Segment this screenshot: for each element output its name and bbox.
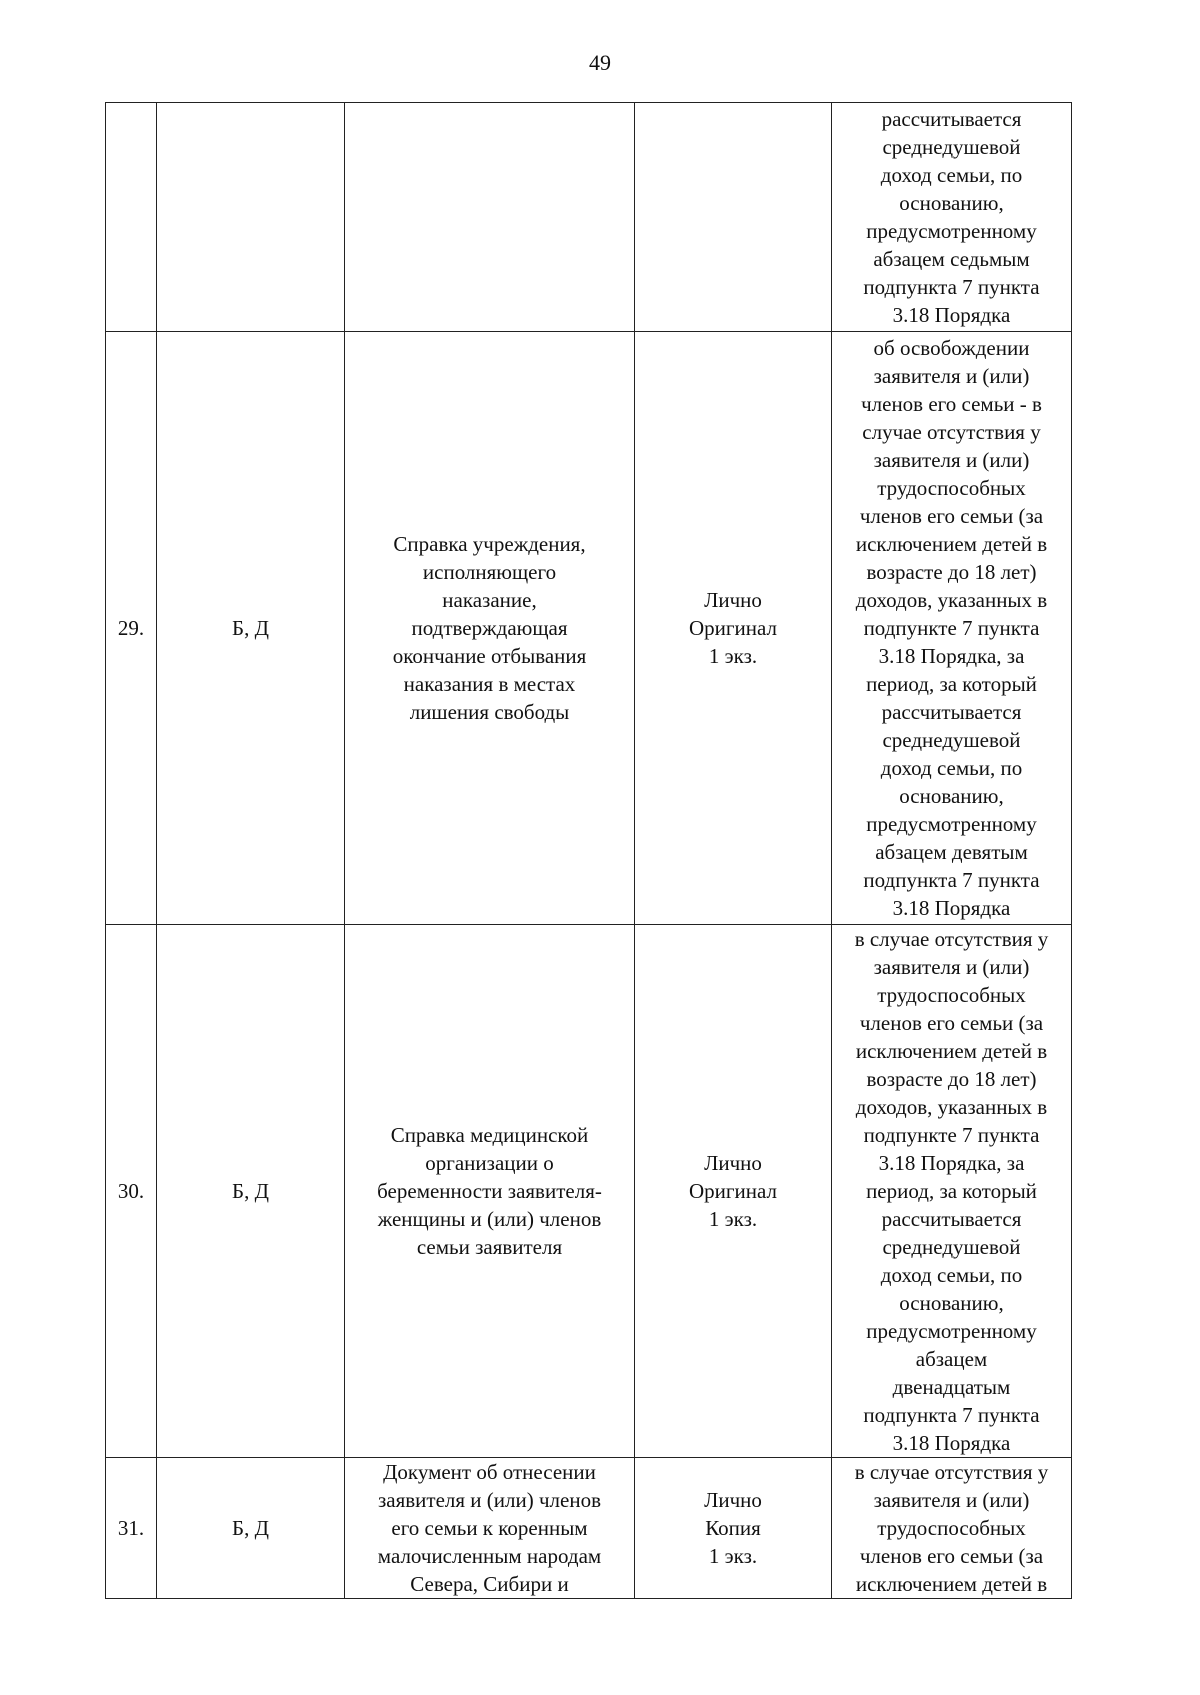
table-row	[106, 1458, 1072, 1599]
row-number-cell: 31.	[106, 1458, 157, 1599]
submission-method-cell: Лично Оригинал 1 экз.	[635, 332, 832, 925]
document-name-cell: Справка учреждения, исполняющего наказание, подтверждающая окончание отбывания наказания в местах лишения свободы	[345, 332, 635, 925]
submission-method-cell: Лично Копия 1 экз.	[635, 1458, 832, 1599]
documents-table	[105, 102, 1072, 1599]
note-cell: в случае отсутствия у заявителя и (или) трудоспособных членов его семьи (за исключением детей в возрасте до 18 лет) доходов, указанных в подпункте 7 пункта 3.18 Порядка, за период, за который рассчитывается среднедушевой доход семьи, по основанию, предусмотренному абзацем двенадцатым подпункта 7 пункта 3.18 Порядка	[832, 925, 1072, 1458]
submission-method-cell: Лично Оригинал 1 экз.	[635, 925, 832, 1458]
note-cell: рассчитывается среднедушевой доход семьи, по основанию, предусмотренному абзацем седьмым подпункта 7 пункта 3.18 Порядка	[832, 103, 1072, 332]
table-row	[106, 332, 1072, 925]
note-cell	[832, 1458, 1072, 1599]
document-name-cell	[345, 1458, 635, 1599]
row-number-cell: 29.	[106, 332, 157, 925]
table-row	[106, 925, 1072, 1458]
submission-method-cell	[635, 103, 832, 332]
table-row	[106, 103, 1072, 332]
category-cell: Б, Д	[157, 332, 345, 925]
category-cell	[157, 103, 345, 332]
row-number-cell	[106, 103, 157, 332]
document-name-cell	[345, 103, 635, 332]
document-name-cell: Справка медицинской организации о беременности заявителя- женщины и (или) членов семьи заявителя	[345, 925, 635, 1458]
category-cell: Б, Д	[157, 1458, 345, 1599]
category-cell: Б, Д	[157, 925, 345, 1458]
note-cell: об освобождении заявителя и (или) членов его семьи - в случае отсутствия у заявителя и (или) трудоспособных членов его семьи (за исключением детей в возрасте до 18 лет) доходов, указанных в подпункте 7 пункта 3.18 Порядка, за период, за который рассчитывается среднедушевой доход семьи, по основанию, предусмотренному абзацем девятым подпункта 7 пункта 3.18 Порядка	[832, 332, 1072, 925]
row-number-cell: 30.	[106, 925, 157, 1458]
document-name-text: Документ об отнесении заявителя и (или) членов его семьи к коренным малочисленным народам Севера, Сибири и	[377, 1460, 602, 1596]
note-text: в случае отсутствия у заявителя и (или) трудоспособных членов его семьи (за исключением детей в	[854, 1460, 1049, 1596]
page-number: 49	[589, 50, 611, 75]
